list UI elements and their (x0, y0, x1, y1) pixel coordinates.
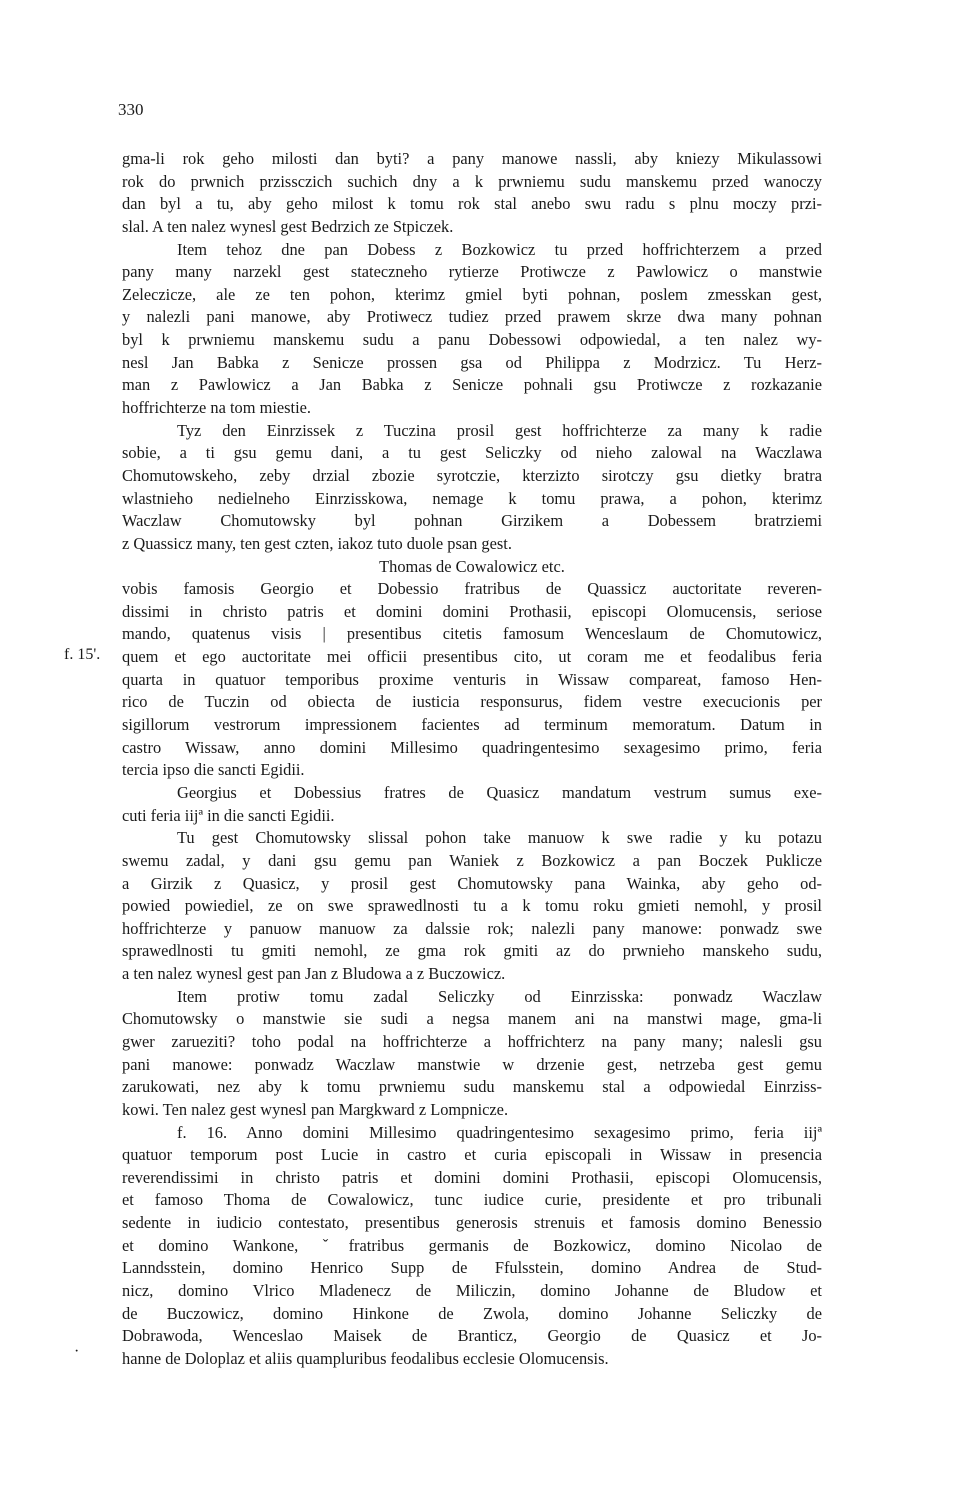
text-line: tercia ipso die sancti Egidii. (122, 760, 305, 780)
text-line: Item tehoz dne pan Dobess z Bozkowicz tu przed hoffrichterzem a przed (177, 239, 822, 259)
text-line: sprawedlnosti tu gmiti nemohl, ze gma rok gmiti az do prwnieho manskeho sudu, (122, 941, 822, 961)
text-line: zarukowati, nez aby k tomu prwniemu sudu manskemu stal a odpowiedal Einrziss- (122, 1077, 822, 1097)
text-line: mando, quatenus visis | presentibus citetis famosum Wenceslaum de Chomutowicz, (122, 624, 822, 644)
text-line: Georgius et Dobessius fratres de Quasicz mandatum vestrum sumus exe- (177, 782, 822, 802)
text-line: sigillorum vestrorum impressionem facientes ad terminum memoratum. Datum in (122, 715, 822, 735)
text-line: quatuor temporum post Lucie in castro et curia episcopali in Wissaw in presencia (122, 1145, 822, 1165)
body-text (122, 148, 822, 1371)
text-line: castro Wissaw, anno domini Millesimo quadringentesimo sexagesimo primo, feria (122, 737, 822, 757)
text-line: dan byl a tu, aby geho milost k tomu rok stal anebo swu radu s plnu moczy przi- (122, 194, 822, 214)
text-line: z Quassicz many, ten gest czten, iakoz tuto duole psan gest. (122, 533, 512, 553)
text-line: sobie, a ti gsu gemu dani, a tu gest Seliczky od nieho zalowal na Waczlawa (122, 443, 822, 463)
text-line: rok do prwnich przissczich suchich dny a k prwniemu sudu manskemu przed wanoczy (122, 171, 822, 191)
text-line: pani manowe: ponwadz Waczlaw manstwie w drzenie gest, netrzeba gest gemu (122, 1054, 822, 1074)
text-line: Chomutowsky o manstwie sie sudi a negsa manem ani na manstwi mage, gma-li (122, 1009, 822, 1029)
text-line: Waczlaw Chomutowsky byl pohnan Girzikem a Dobessem bratrziemi (122, 511, 822, 531)
text-line: vobis famosis Georgio et Dobessio fratribus de Quassicz auctoritate reveren- (122, 579, 822, 599)
text-line: hoffrichterze na tom miestie. (122, 398, 312, 418)
text-line: cuti feria iijª in die sancti Egidii. (122, 805, 335, 825)
text-line: Thomas de Cowalowicz etc. (379, 556, 565, 576)
text-line: quem et ego auctoritate mei officii presentibus cito, ut coram me et feodalibus feria (122, 647, 822, 667)
text-line: et famoso Thoma de Cowalowicz, tunc iudice curie, presidente et pro tribunali (122, 1190, 822, 1210)
text-line: Chomutowskeho, zeby drzial zbozie syrotczie, kterzizto sirotczy gsu dietky bratra (122, 465, 822, 485)
text-line: nesl Jan Babka z Senicze prossen gsa od Philippa z Modrzicz. Tu Herz- (122, 352, 822, 372)
text-line: powied powiediel, ze on swe sprawedlnosti tu a k tomu roku gmieti nemohl, y prosil (122, 896, 822, 916)
text-line: swemu zadal, y dani gsu gemu pan Waniek z Bozkowicz a pan Boczek Puklicze (122, 850, 822, 870)
text-line: y nalezli pani manowe, aby Protiwecz tudiez przed prawem skrze dwa many pohnan (122, 307, 822, 327)
margin-dot-mark: · (74, 1343, 80, 1360)
text-line: kowi. Ten nalez gest wynesl pan Margkward z Lompnicze. (122, 1099, 509, 1119)
text-line: wlastnieho nedielneho Einrzisskowa, nemage k tomu prawa, a pohon, kterimz (122, 488, 822, 508)
text-line: et domino Wankone, ˇfratribus germanis de Bozkowicz, domino Nicolao de (122, 1235, 822, 1255)
text-line: de Buczowicz, domino Hinkone de Zwola, domino Johanne Seliczky de (122, 1303, 822, 1323)
text-line: reverendissimi in christo patris et domini domini Prothasii, episcopi Olomucensis, (122, 1167, 822, 1187)
text-line: Tu gest Chomutowsky slissal pohon take manuow k swe radie y ku potazu (177, 828, 822, 848)
text-line: slal. A ten nalez wynesl gest Bedrzich ze Stpiczek. (122, 216, 454, 236)
text-line: sedente in iudicio contestato, presentibus generosis strenuis et famosis domino Benessio (122, 1213, 822, 1233)
text-line: f. 16. Anno domini Millesimo quadringentesimo sexagesimo primo, feria iijª (177, 1122, 822, 1142)
text-line: a ten nalez wynesl gest pan Jan z Bludowa a z Buczowicz. (122, 964, 506, 984)
text-line: quarta in quatuor temporibus proxime venturis in Wissaw compareat, famoso Hen- (122, 669, 822, 689)
text-line: Item protiw tomu zadal Seliczky od Einrzisska: ponwadz Waczlaw (177, 986, 822, 1006)
text-line: rico de Tuczin od obiecta de iusticia responsurus, fidem vestre execucionis per (122, 692, 822, 712)
text-line: hoffrichterze y panuow manuow za dalssie rok; nalezli pany manowe: ponwadz swe (122, 918, 822, 938)
text-line: Dobrawoda, Wenceslao Maisek de Branticz, Georgio de Quasicz et Jo- (122, 1326, 822, 1346)
text-line: dissimi in christo patris et domini domini Prothasii, episcopi Olomucensis, seriose (122, 601, 822, 621)
text-line: gwer zarueziti? toho podal na hoffrichterze a hoffrichterz na pany many; nalesli gsu (122, 1031, 822, 1051)
page-number: 330 (118, 100, 144, 119)
text-line: nicz, domino Vlrico Mladenecz de Miliczin, domino Johanne de Bludow et (122, 1281, 822, 1301)
text-line: man z Pawlowicz a Jan Babka z Senicze pohnali gsu Protiwcze z rozkazanie (122, 375, 822, 395)
text-line: gma-li rok geho milosti dan byti? a pany manowe nassli, aby kniezy Mikulassowi (122, 149, 822, 168)
text-line: Tyz den Einrzissek z Tuczina prosil gest hoffrichterze za many k radie (177, 420, 822, 440)
text-line: pany many narzekl gest stateczneho rytierze Protiwcze z Pawlowicz o manstwie (122, 262, 822, 282)
text-line: Zeleczicze, ale ze ten pohon, kterimz gmiel byti pohnan, poslem zmesskan gest, (122, 284, 822, 304)
text-line: Lanndsstein, domino Henrico Supp de Ffulsstein, domino Andrea de Stud- (122, 1258, 822, 1278)
text-line: a Girzik z Quasicz, y prosil gest Chomutowsky pana Wainka, aby geho od- (122, 873, 822, 893)
text-line: hanne de Doloplaz et aliis quampluribus feodalibus ecclesie Olomucensis. (122, 1348, 609, 1368)
text-line: byl k prwniemu manskemu sudu a panu Dobessowi odpowiedal, a ten nalez wy- (122, 330, 822, 350)
margin-folio-note: f. 15'. (64, 646, 101, 664)
